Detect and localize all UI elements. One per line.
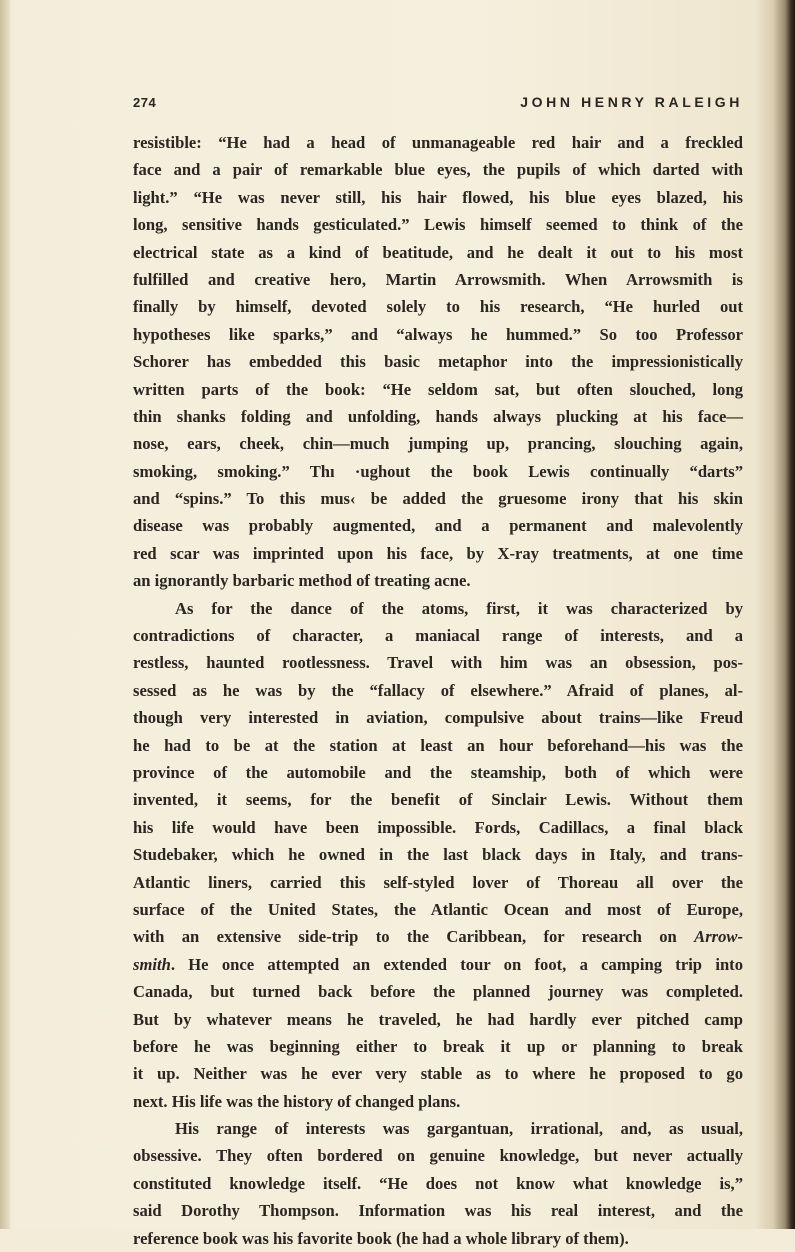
text-line: province of the automobile and the steamship, both of which were (133, 762, 743, 782)
text-line: Atlantic liners, carried this self-styled lover of Thoreau all over the (133, 872, 743, 892)
text-line: light.” “He was never still, his hair flowed, his blue eyes blazed, his (133, 187, 743, 207)
text-line: obsessive. They often bordered on genuine knowledge, but never actually (133, 1146, 743, 1166)
text-line: written parts of the book: “He seldom sat, but often slouched, long (133, 379, 743, 399)
text-line: hypotheses like sparks,” and “always he hummed.” So too Professor (133, 324, 743, 344)
text-line: invented, it seems, for the benefit of Sinclair Lewis. Without them (133, 790, 743, 810)
text-line: disease was probably augmented, and a permanent and malevolently (133, 516, 743, 536)
text-line: smith. He once attempted an extended tour on foot, a camping trip into (133, 954, 743, 974)
text-line: an ignorantly barbaric method of treating acne. (133, 571, 471, 591)
text-line: finally by himself, devoted solely to his research, “He hurled out (133, 297, 743, 317)
text-line: Canada, but turned back before the planned journey was completed. (133, 982, 743, 1002)
running-head: JOHN HENRY RALEIGH (520, 94, 743, 110)
paragraph (133, 1115, 743, 1252)
text-line: resistible: “He had a head of unmanageable red hair and a freckled (133, 133, 743, 152)
text-line: constituted knowledge itself. “He does not know what knowledge is,” (133, 1173, 743, 1193)
text-line: fulfilled and creative hero, Martin Arrowsmith. When Arrowsmith is (133, 269, 743, 289)
text-line: with an extensive side-trip to the Caribbean, for research on Arrow- (133, 927, 743, 947)
page-number: 274 (133, 95, 157, 110)
page-edge-shadow (755, 0, 795, 1229)
text-line: thin shanks folding and unfolding, hands always plucking at his face— (133, 406, 743, 426)
text-line: before he was beginning either to break it up or planning to break (133, 1036, 743, 1056)
text-line: Schorer has embedded this basic metaphor into the impressionistically (133, 352, 743, 372)
text-line: though very interested in aviation, compulsive about trains—like Freud (133, 708, 743, 728)
text-line: electrical state as a kind of beatitude, and he dealt it out to his most (133, 242, 743, 262)
paragraph (133, 129, 743, 595)
body-text (133, 129, 743, 1252)
text-line: smoking, smoking.” Thı ·ughout the book Lewis continually “darts” (133, 461, 743, 481)
text-line: contradictions of character, a maniacal range of interests, and a (133, 626, 743, 646)
text-line: his life would have been impossible. Fords, Cadillacs, a final black (133, 817, 743, 837)
text-line: As for the dance of the atoms, first, it was characterized by (175, 598, 743, 618)
text-line: surface of the United States, the Atlantic Ocean and most of Europe, (133, 899, 743, 919)
text-line: red scar was imprinted upon his face, by X-ray treatments, at one time (133, 543, 743, 563)
text-line: Studebaker, which he owned in the last black days in Italy, and trans- (133, 845, 743, 865)
text-line: nose, ears, cheek, chin—much jumping up, prancing, slouching again, (133, 434, 743, 454)
text-line: and “spins.” To this mus‹ be added the gruesome irony that his skin (133, 489, 743, 509)
text-line: His range of interests was gargantuan, irrational, and, as usual, (175, 1119, 743, 1139)
text-line: next. His life was the history of changed plans. (133, 1091, 461, 1111)
text-line: But by whatever means he traveled, he had hardly ever pitched camp (133, 1009, 743, 1029)
page-gutter (0, 0, 10, 1229)
text-line: reference book was his favorite book (he had a whole library of them). (133, 1228, 629, 1248)
page-header (133, 95, 743, 115)
text-line: sessed as he was by the “fallacy of elsewhere.” Afraid of planes, al- (133, 680, 743, 700)
text-line: face and a pair of remarkable blue eyes, the pupils of which darted with (133, 160, 743, 180)
text-line: long, sensitive hands gesticulated.” Lewis himself seemed to think of the (133, 215, 743, 235)
text-line: he had to be at the station at least an hour beforehand—his was the (133, 735, 743, 755)
text-line: said Dorothy Thompson. Information was his real interest, and the (133, 1201, 743, 1221)
text-line: restless, haunted rootlessness. Travel with him was an obsession, pos- (133, 653, 743, 673)
paragraph (133, 595, 743, 1115)
text-line: it up. Neither was he ever very stable as to where he proposed to go (133, 1064, 743, 1084)
